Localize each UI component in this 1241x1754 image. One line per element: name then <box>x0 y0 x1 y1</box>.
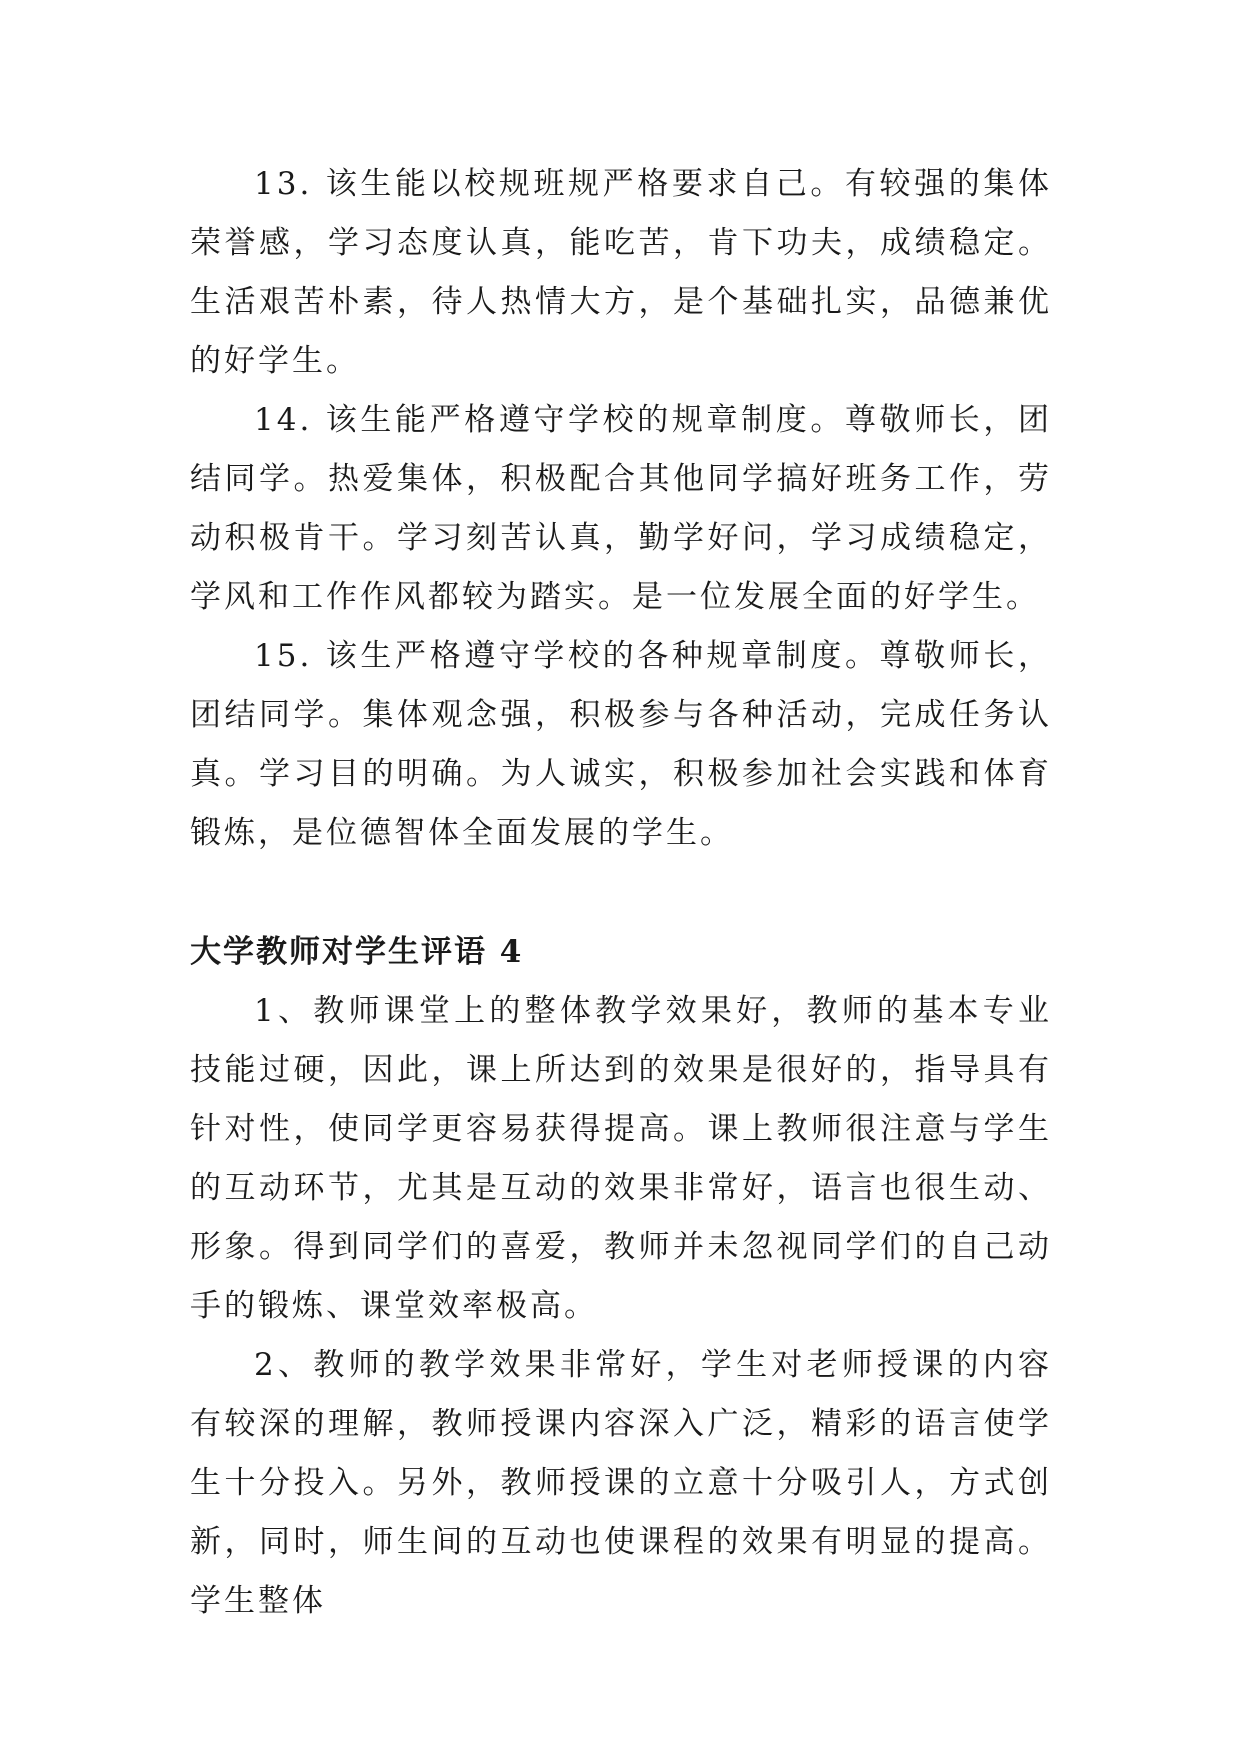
paragraph-1: 1、教师课堂上的整体教学效果好，教师的基本专业技能过硬，因此，课上所达到的效果是很好的，指导具有针对性，使同学更容易获得提高。课上教师很注意与学生的互动环节，尤其是互动的效果非常好，语言也很生动、形象。得到同学们的喜爱，教师并未忽视同学们的自己动手的锻炼、课堂效率极高。 <box>190 993 1052 1324</box>
paragraph-2: 2、教师的教学效果非常好，学生对老师授课的内容有较深的理解，教师授课内容深入广泛，精彩的语言使学生十分投入。另外，教师授课的立意十分吸引人，方式创新，同时，师生间的互动也使课程的效果有明显的提高。学生整体 <box>190 1347 1052 1619</box>
section-title: 大学教师对学生评语 4 <box>190 934 524 970</box>
paragraph-14: 14. 该生能严格遵守学校的规章制度。尊敬师长，团结同学。热爱集体，积极配合其他同学搞好班务工作，劳动积极肯干。学习刻苦认真，勤学好问，学习成绩稳定，学风和工作作风都较为踏实。是一位发展全面的好学生。 <box>190 402 1052 615</box>
paragraph-15: 15. 该生严格遵守学校的各种规章制度。尊敬师长，团结同学。集体观念强，积极参与各种活动，完成任务认真。学习目的明确。为人诚实，积极参加社会实践和体育锻炼，是位德智体全面发展的学生。 <box>190 638 1052 851</box>
document-body <box>190 155 1052 1631</box>
paragraph-13: 13. 该生能以校规班规严格要求自己。有较强的集体荣誉感，学习态度认真，能吃苦，肯下功夫，成绩稳定。生活艰苦朴素，待人热情大方，是个基础扎实，品德兼优的好学生。 <box>190 166 1052 379</box>
